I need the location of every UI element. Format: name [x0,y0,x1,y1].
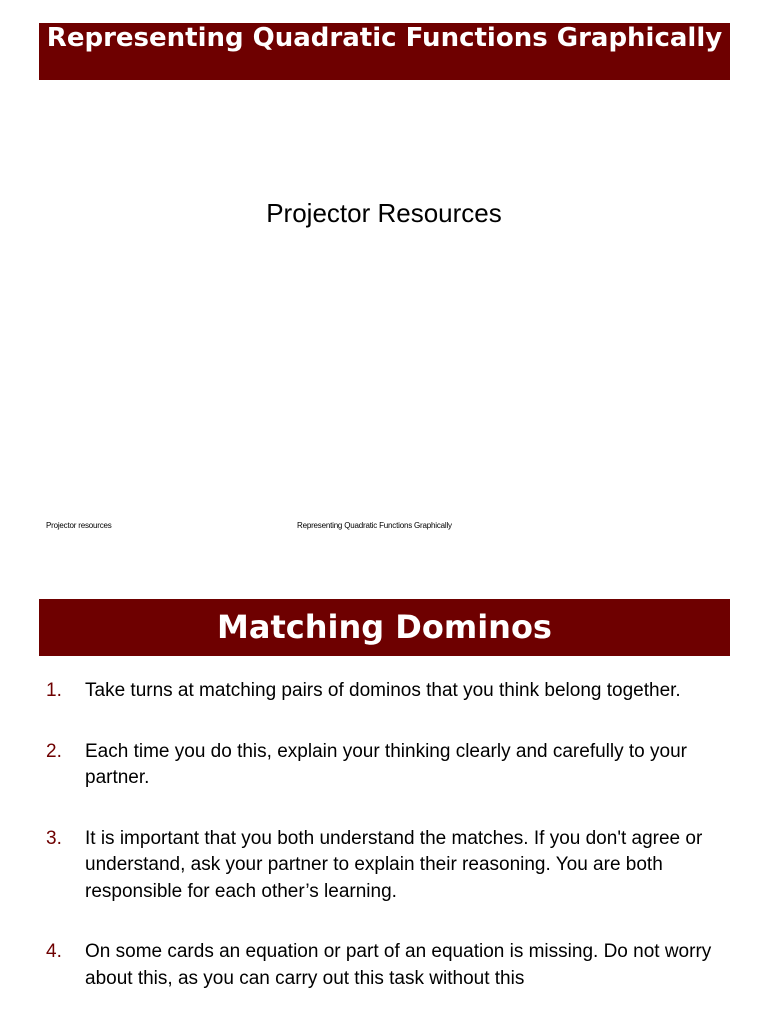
list-item-number: 2. [46,740,62,762]
list-item-text: Take turns at matching pairs of dominos that you think belong together. [85,680,681,701]
list-item [0,826,768,906]
footer-center-text: Representing Quadratic Functions Graphically [297,521,452,530]
footer-left-text: Projector resources [46,521,112,530]
slide-title-banner [39,23,730,80]
list-item-number: 4. [46,941,62,962]
list-item-number: 3. [46,827,62,849]
list-item-text: On some cards an equation or part of an equation is missing. Do not worry about this, as you can carry out this task without this [85,941,712,989]
slide-subtitle: Projector Resources [266,198,502,228]
section-title: Matching Dominos [217,608,552,646]
list-item [0,739,768,792]
list-item-text: Each time you do this, explain your thinking clearly and carefully to your partner. [85,740,687,788]
instruction-list [0,678,768,1024]
list-item [0,939,768,992]
section-title-banner [39,599,730,656]
list-item-number: 1. [46,680,62,701]
slide-title: Representing Quadratic Functions Graphically [46,23,723,53]
list-item [0,678,768,705]
list-item-text: It is important that you both understand the matches. If you don't agree or understand, ask your partner to explain their reasoning. You are both responsible for each other’s learning. [85,827,703,902]
